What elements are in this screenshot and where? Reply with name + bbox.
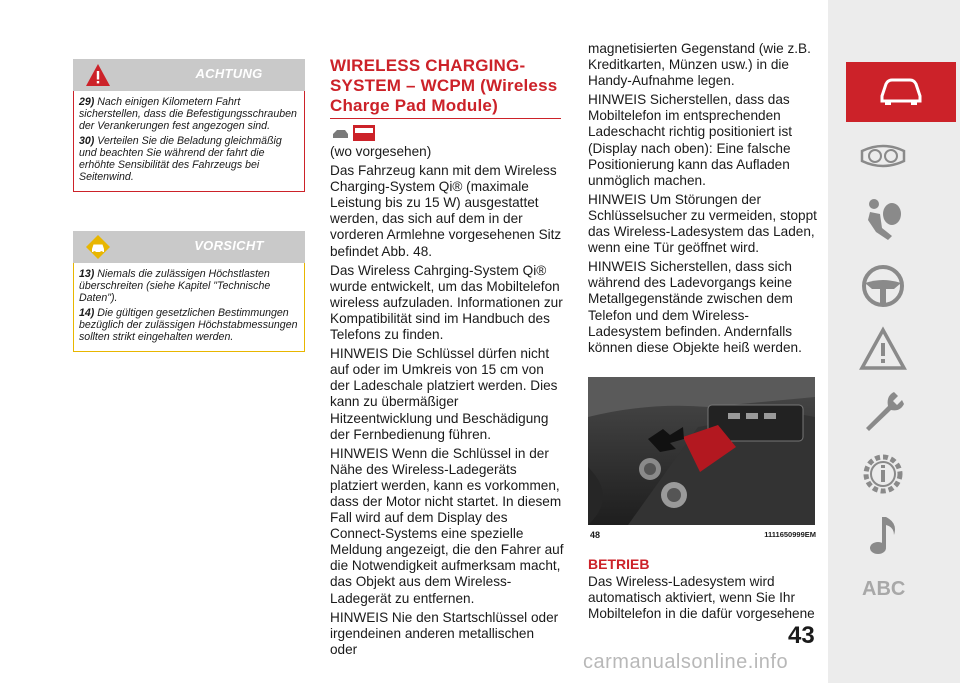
caution-title: VORSICHT [194,238,264,253]
right-text-column [588,41,820,359]
warning-triangle-icon [858,326,908,372]
figure-caption [590,530,816,542]
chapter-tab-safety[interactable] [828,188,940,248]
music-note-icon [858,513,908,559]
paragraph: HINWEIS Sicherstellen, dass das Mobiltelefon im entsprechenden Ladeschacht richtig positioniert ist (Display nach oben): Eine falsche Positionierung kann das Aufladen unmöglich machen. [588,92,793,188]
warning-title: ACHTUNG [195,66,263,81]
chapter-sidebar [828,0,960,683]
warning-box [73,59,305,192]
subheading-betrieb: BETRIEB [588,556,650,572]
betrieb-text [588,574,820,625]
paragraph: (wo vorgesehen) [330,144,432,159]
warning-note-29: 29) Nach einigen Kilometern Fahrt sicherstellen, dass die Befestigungsschrauben der Verankerungen fest angezogen sind. [79,96,297,133]
caution-note-13: 13) Niemals die zulässigen Höchstlasten überschreiten (siehe Kapitel "Technische Daten"). [79,268,271,305]
settings-gear-icon [858,451,908,497]
warning-note-30: 30) Verteilen Sie die Beladung gleichmäßig und beachten Sie während der fahrt die erhöhte Sensibilität des Fahrzeugs bei Seitenwind. [79,134,282,184]
airbag-icon [858,196,908,242]
wrench-icon [858,388,908,434]
caution-box [73,231,305,352]
main-text-column [330,144,564,661]
caution-notes [73,263,305,352]
heading-divider [330,118,561,119]
caution-box-header [73,231,305,263]
caution-note-14: 14) Die gültigen gesetzlichen Bestimmungen bezüglich der zulässigen Höchstabmessungen sollten strikt eingehalten werden. [79,306,298,344]
gauges-icon [858,133,908,173]
chapter-tab-index[interactable]: ABC [862,578,906,600]
paragraph: HINWEIS Die Schlüssel dürfen nicht auf oder im Umkreis von 15 cm von der Ladeschale platziert werden. Dies kann zu übermäßiger Hitzeentwicklung und Beschädigung der Fernbedienung führen. [330,346,558,442]
chapter-tab-driving[interactable] [828,255,940,315]
paragraph: magnetisierten Gegenstand (wie z.B. Kreditkarten, Münzen usw.) in die Handy-Aufnahme legen. [588,41,811,89]
figure-number: 48 [590,530,601,540]
model-availability-icon [331,124,377,142]
watermark: carmanualsonline.info [583,651,789,673]
paragraph: HINWEIS Wenn die Schlüssel in der Nähe des Wireless-Ladegeräts platziert werden, kann es vorkommen, dass der Motor nicht startet. In diesem Fall wird auf dem Display des Connect-Systems eine spezielle Meldung angezeigt, die den Fahrer auf die Notwendigkeit aufmerksam macht, das Objekt aus dem Wireless-Ladegerät zu entfernen. [330,445,564,606]
warning-triangle-icon [85,62,111,88]
figure-code: 1111650999EM [764,530,816,539]
car-caution-icon [85,234,111,260]
page-number: 43 [788,622,815,649]
paragraph: Das Fahrzeug kann mit dem Wireless Charging-System Qi® (maximale Leistung bis zu 15 W) ausgestattet werden, das sich auf dem in der vorderen Armlehne vorgesehenen Sitz befindet Abb. 48. [330,163,562,259]
chapter-tab-emergency[interactable] [828,318,940,378]
paragraph: HINWEIS Um Störungen der Schlüsselsucher zu vermeiden, stoppt das Wireless-Ladesystem das Laden, wenn eine Tür geöffnet wird. [588,191,817,256]
car-icon [876,70,926,110]
chapter-tab-maintenance[interactable] [828,380,940,440]
chapter-tab-car[interactable] [846,62,956,122]
paragraph: Das Wireless Cahrging-System Qi® wurde entwickelt, um das Mobiltelefon wireless aufzuladen. Informationen zur Kompatibilität sind im Handbuch des Telefons zu finden. [330,262,563,343]
wireless-charger-photo [588,377,815,525]
console-illustration [588,377,815,525]
warning-notes [73,91,305,192]
warning-box-header [73,59,305,91]
section-heading: WIRELESS CHARGING-SYSTEM – WCPM (Wireless Charge Pad Module) [330,56,558,115]
steering-wheel-icon [858,263,908,309]
chapter-tab-multimedia[interactable] [828,505,940,565]
paragraph: HINWEIS Sicherstellen, dass sich während des Ladevorgangs keine Metallgegenstände zwischen dem Telefon und dem Wireless-Ladesystem befinden. Andernfalls können diese Objekte heiß werden. [588,259,802,355]
chapter-tab-gauges[interactable] [828,125,940,185]
chapter-tab-technical[interactable] [828,443,940,503]
paragraph: HINWEIS Nie den Startschlüssel oder irgendeinen anderen metallischen oder [330,609,559,657]
paragraph: Das Wireless-Ladesystem wird automatisch aktiviert, wenn Sie Ihr Mobiltelefon in die dafür vorgesehene [588,574,815,622]
